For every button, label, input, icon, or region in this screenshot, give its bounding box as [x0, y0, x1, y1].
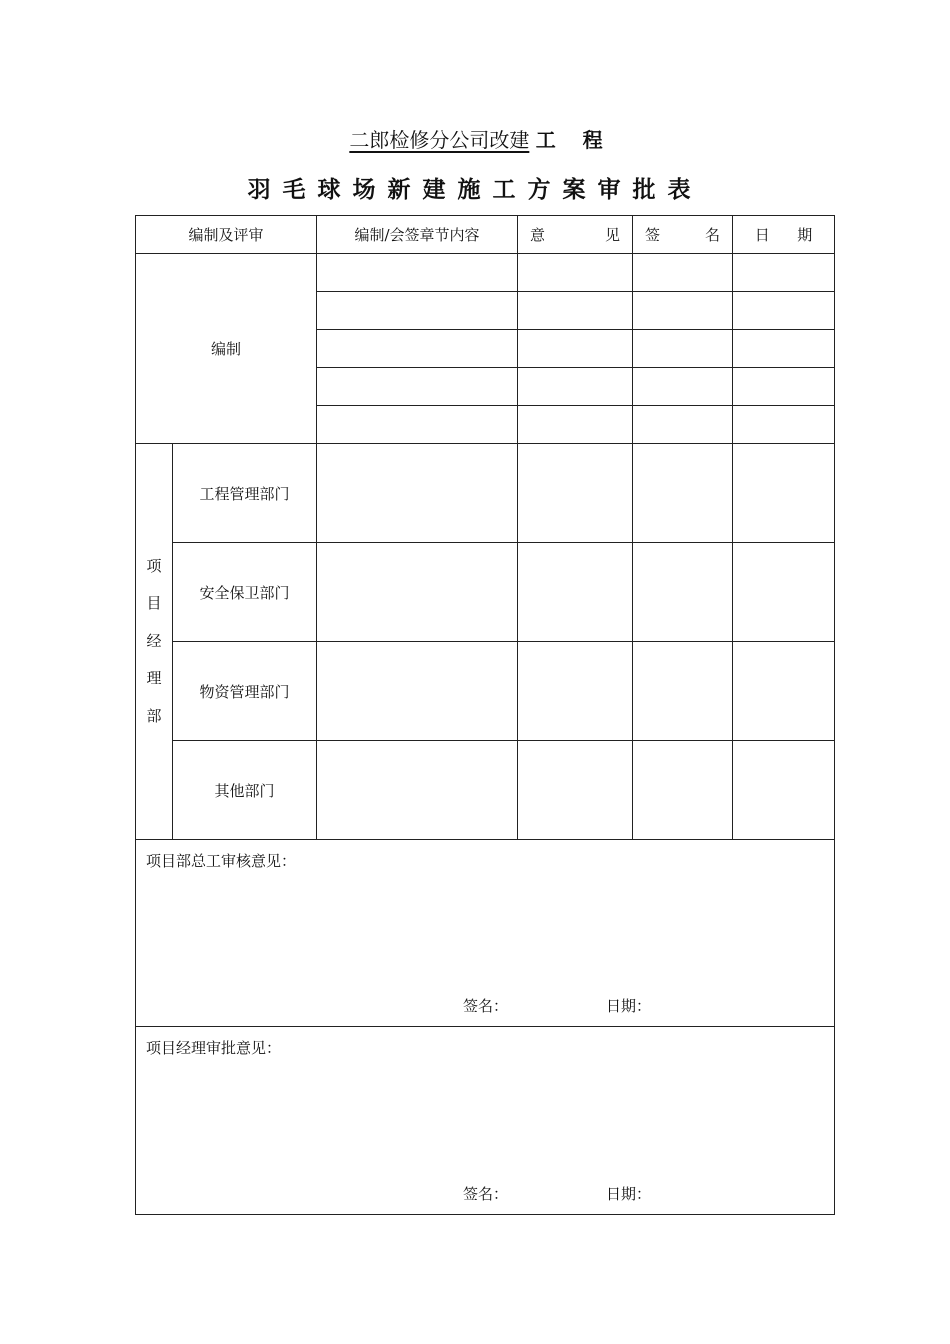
form-title: 羽毛球场新建施工方案审批表 [247, 177, 703, 203]
approval-form-table [135, 215, 835, 1215]
pm-department-char: 经 [146, 631, 162, 650]
department-row [136, 642, 835, 741]
compile-content-cell[interactable] [317, 254, 518, 292]
header-opinion-char-1: 意 [530, 226, 546, 244]
department-row [136, 741, 835, 840]
department-opinion-cell[interactable] [518, 642, 633, 741]
project-name: 二郎检修分公司改建 [349, 128, 530, 152]
chief-engineer-date-label: 日期： [606, 997, 652, 1015]
department-opinion-cell[interactable] [518, 741, 633, 840]
compile-date-cell[interactable] [733, 330, 835, 368]
chief-engineer-opinion-cell[interactable] [136, 840, 835, 1027]
department-opinion-cell[interactable] [518, 543, 633, 642]
header-section-content: 编制/会签章节内容 [317, 216, 518, 254]
compile-date-cell[interactable] [733, 406, 835, 444]
chief-engineer-row [136, 840, 835, 1027]
compile-label: 编制 [136, 254, 317, 444]
department-label-safety: 安全保卫部门 [173, 543, 317, 642]
pm-department-label [136, 444, 173, 840]
department-signature-cell[interactable] [633, 444, 733, 543]
table-header-row [136, 216, 835, 254]
document-title [0, 124, 950, 156]
compile-opinion-cell[interactable] [518, 254, 633, 292]
compile-date-cell[interactable] [733, 254, 835, 292]
department-content-cell[interactable] [317, 741, 518, 840]
department-row [136, 543, 835, 642]
department-signature-cell[interactable] [633, 543, 733, 642]
compile-opinion-cell[interactable] [518, 292, 633, 330]
project-manager-sign-label: 签名： [463, 1185, 509, 1203]
header-signature-char-2: 名 [705, 226, 721, 244]
department-signature-cell[interactable] [633, 741, 733, 840]
project-manager-opinion-label: 项目经理审批意见： [146, 1039, 282, 1057]
compile-content-cell[interactable] [317, 330, 518, 368]
project-manager-opinion-cell[interactable] [136, 1027, 835, 1215]
pm-department-char: 部 [146, 706, 162, 725]
header-signature-char-1: 签 [645, 226, 661, 244]
department-content-cell[interactable] [317, 642, 518, 741]
header-compile-review: 编制及评审 [136, 216, 317, 254]
department-opinion-cell[interactable] [518, 444, 633, 543]
department-date-cell[interactable] [733, 444, 835, 543]
compile-content-cell[interactable] [317, 292, 518, 330]
department-date-cell[interactable] [733, 741, 835, 840]
chief-engineer-opinion-label: 项目部总工审核意见： [146, 852, 297, 870]
compile-opinion-cell[interactable] [518, 406, 633, 444]
department-label-other: 其他部门 [173, 741, 317, 840]
department-signature-cell[interactable] [633, 642, 733, 741]
compile-date-cell[interactable] [733, 292, 835, 330]
header-date [733, 216, 835, 254]
compile-signature-cell[interactable] [633, 368, 733, 406]
department-row [136, 444, 835, 543]
title-suffix: 工 程 [535, 128, 613, 152]
pm-department-char: 目 [146, 594, 162, 613]
header-signature [633, 216, 733, 254]
department-date-cell[interactable] [733, 642, 835, 741]
compile-opinion-cell[interactable] [518, 368, 633, 406]
compile-content-cell[interactable] [317, 406, 518, 444]
chief-engineer-sign-label: 签名： [463, 997, 509, 1015]
department-content-cell[interactable] [317, 444, 518, 543]
compile-signature-cell[interactable] [633, 254, 733, 292]
compile-signature-cell[interactable] [633, 292, 733, 330]
header-opinion [518, 216, 633, 254]
pm-department-char: 理 [146, 669, 162, 688]
header-date-char-1: 日 [754, 226, 770, 244]
project-manager-row [136, 1027, 835, 1215]
pm-department-char: 项 [146, 556, 162, 575]
header-opinion-char-2: 见 [605, 226, 621, 244]
compile-content-cell[interactable] [317, 368, 518, 406]
compile-opinion-cell[interactable] [518, 330, 633, 368]
department-label-engineering: 工程管理部门 [173, 444, 317, 543]
department-content-cell[interactable] [317, 543, 518, 642]
header-date-char-2: 期 [797, 226, 813, 244]
compile-signature-cell[interactable] [633, 330, 733, 368]
compile-signature-cell[interactable] [633, 406, 733, 444]
department-date-cell[interactable] [733, 543, 835, 642]
project-manager-date-label: 日期： [606, 1185, 652, 1203]
compile-date-cell[interactable] [733, 368, 835, 406]
compile-row [136, 254, 835, 292]
department-label-materials: 物资管理部门 [173, 642, 317, 741]
